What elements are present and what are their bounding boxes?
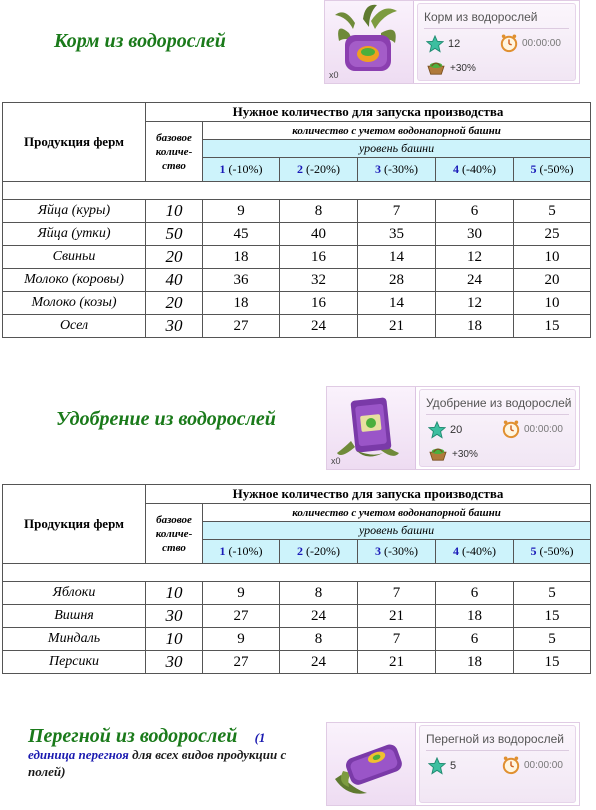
product-name: Яйца (утки) (3, 223, 146, 246)
level-3-value: 7 (358, 582, 436, 605)
column-header-base: базовое количе-ство (146, 122, 203, 182)
divider (426, 750, 569, 751)
level-2-value: 16 (280, 292, 358, 315)
item-cost: 5 (450, 760, 457, 772)
humus-title: Перегной из водорослей (28, 725, 238, 747)
table-row (3, 628, 591, 651)
item-count: x0 (329, 70, 339, 80)
level-2-value: 16 (280, 246, 358, 269)
table-row (3, 315, 591, 338)
column-header-level: уровень башни (203, 522, 591, 540)
item-bonus: +30% (452, 449, 478, 460)
level-5-value: 15 (514, 315, 591, 338)
level-1-value: 9 (203, 200, 280, 223)
item-info-panel (419, 725, 576, 803)
table-row (3, 582, 591, 605)
section-title-humus (28, 725, 298, 780)
base-quantity: 10 (146, 582, 203, 605)
item-count: x0 (331, 456, 341, 466)
item-name: Корм из водорослей (424, 10, 538, 24)
level-3-value: 21 (358, 651, 436, 674)
level-5-header: 5 (-50%) (514, 158, 591, 182)
level-1-value: 27 (203, 605, 280, 628)
level-3-header: 3 (-30%) (358, 158, 436, 182)
level-2-value: 40 (280, 223, 358, 246)
base-quantity: 40 (146, 269, 203, 292)
level-4-value: 24 (436, 269, 514, 292)
humus-sack-icon (327, 723, 415, 805)
level-5-value: 10 (514, 292, 591, 315)
humus-note-open: (1 (254, 730, 266, 745)
level-3-value: 21 (358, 315, 436, 338)
item-thumbnail (325, 1, 414, 83)
divider (424, 28, 569, 29)
star-icon (426, 35, 444, 53)
base-quantity: 10 (146, 628, 203, 651)
level-3-value: 14 (358, 246, 436, 269)
level-5-value: 5 (514, 628, 591, 651)
level-1-header: 1 (-10%) (203, 158, 280, 182)
level-3-value: 14 (358, 292, 436, 315)
table-row (3, 269, 591, 292)
level-4-value: 6 (436, 200, 514, 223)
level-3-value: 35 (358, 223, 436, 246)
item-time: 00:00:00 (524, 760, 563, 771)
level-2-value: 8 (280, 582, 358, 605)
level-1-value: 9 (203, 628, 280, 651)
level-2-value: 24 (280, 315, 358, 338)
base-quantity: 10 (146, 200, 203, 223)
table-row (3, 292, 591, 315)
base-quantity: 20 (146, 292, 203, 315)
product-name: Персики (3, 651, 146, 674)
column-header-level: уровень башни (203, 140, 591, 158)
table-row (3, 651, 591, 674)
table-row (3, 223, 591, 246)
level-1-value: 27 (203, 651, 280, 674)
alarm-clock-icon (502, 419, 520, 439)
table-row (3, 246, 591, 269)
level-4-value: 12 (436, 292, 514, 315)
item-info-panel (419, 389, 576, 467)
item-name: Перегной из водорослей (426, 732, 564, 746)
column-header-tower: количество с учетом водонапорной башни (203, 122, 591, 140)
column-header-needed: Нужное количество для запуска производства (146, 485, 591, 504)
level-2-value: 8 (280, 628, 358, 651)
star-icon (428, 757, 446, 775)
column-header-base: базовое количе-ство (146, 504, 203, 564)
level-4-value: 6 (436, 582, 514, 605)
column-header-product: Продукция ферм (3, 103, 146, 182)
level-4-header: 4 (-40%) (436, 540, 514, 564)
level-1-value: 27 (203, 315, 280, 338)
level-2-header: 2 (-20%) (280, 540, 358, 564)
base-quantity: 20 (146, 246, 203, 269)
item-info-panel (417, 3, 576, 81)
level-5-value: 15 (514, 651, 591, 674)
table-spacer (3, 564, 591, 582)
product-name: Миндаль (3, 628, 146, 651)
level-5-value: 15 (514, 605, 591, 628)
product-name: Вишня (3, 605, 146, 628)
product-name: Молоко (козы) (3, 292, 146, 315)
level-4-value: 6 (436, 628, 514, 651)
level-5-value: 10 (514, 246, 591, 269)
alarm-clock-icon (500, 33, 518, 53)
production-table-fertilizer (2, 484, 591, 674)
table-row (3, 200, 591, 223)
section-title-feed: Корм из водорослей (54, 30, 226, 52)
level-4-value: 30 (436, 223, 514, 246)
level-4-value: 12 (436, 246, 514, 269)
level-5-value: 5 (514, 200, 591, 223)
level-4-header: 4 (-40%) (436, 158, 514, 182)
level-3-value: 21 (358, 605, 436, 628)
base-quantity: 30 (146, 605, 203, 628)
level-4-value: 18 (436, 315, 514, 338)
table-spacer (3, 182, 591, 200)
product-name: Молоко (коровы) (3, 269, 146, 292)
star-icon (428, 421, 446, 439)
level-3-value: 7 (358, 200, 436, 223)
item-thumbnail (327, 387, 416, 469)
level-2-value: 8 (280, 200, 358, 223)
item-cost: 20 (450, 424, 463, 436)
base-quantity: 30 (146, 315, 203, 338)
column-header-needed: Нужное количество для запуска производства (146, 103, 591, 122)
divider (426, 414, 569, 415)
level-1-value: 9 (203, 582, 280, 605)
item-name: Удобрение из водорослей (426, 396, 572, 410)
item-cost: 12 (448, 38, 461, 50)
product-name: Яйца (куры) (3, 200, 146, 223)
level-1-header: 1 (-10%) (203, 540, 280, 564)
level-5-value: 5 (514, 582, 591, 605)
column-header-tower: количество с учетом водонапорной башни (203, 504, 591, 522)
item-time: 00:00:00 (522, 38, 561, 49)
level-3-value: 28 (358, 269, 436, 292)
level-1-value: 18 (203, 246, 280, 269)
base-quantity: 30 (146, 651, 203, 674)
level-1-value: 45 (203, 223, 280, 246)
section-title-fertilizer: Удобрение из водорослей (56, 408, 276, 430)
level-3-value: 7 (358, 628, 436, 651)
item-card-humus (326, 722, 580, 806)
alarm-clock-icon (502, 755, 520, 775)
level-5-value: 20 (514, 269, 591, 292)
basket-icon (426, 60, 446, 76)
level-4-value: 18 (436, 605, 514, 628)
item-card-feed (324, 0, 580, 84)
item-bonus: +30% (450, 63, 476, 74)
humus-note-unit: единица перегноя (28, 747, 129, 762)
product-name: Яблоки (3, 582, 146, 605)
item-card-fertilizer (326, 386, 580, 470)
item-time: 00:00:00 (524, 424, 563, 435)
product-name: Свиньи (3, 246, 146, 269)
production-table-feed (2, 102, 591, 338)
humus-note-rest: для всех видов продукции с полей) (28, 747, 287, 779)
level-3-header: 3 (-30%) (358, 540, 436, 564)
level-2-header: 2 (-20%) (280, 158, 358, 182)
item-thumbnail (327, 723, 416, 805)
level-5-header: 5 (-50%) (514, 540, 591, 564)
basket-icon (428, 446, 448, 462)
level-4-value: 18 (436, 651, 514, 674)
level-2-value: 32 (280, 269, 358, 292)
level-1-value: 36 (203, 269, 280, 292)
level-2-value: 24 (280, 605, 358, 628)
table-row (3, 605, 591, 628)
product-name: Осел (3, 315, 146, 338)
level-1-value: 18 (203, 292, 280, 315)
level-2-value: 24 (280, 651, 358, 674)
level-5-value: 25 (514, 223, 591, 246)
base-quantity: 50 (146, 223, 203, 246)
column-header-product: Продукция ферм (3, 485, 146, 564)
